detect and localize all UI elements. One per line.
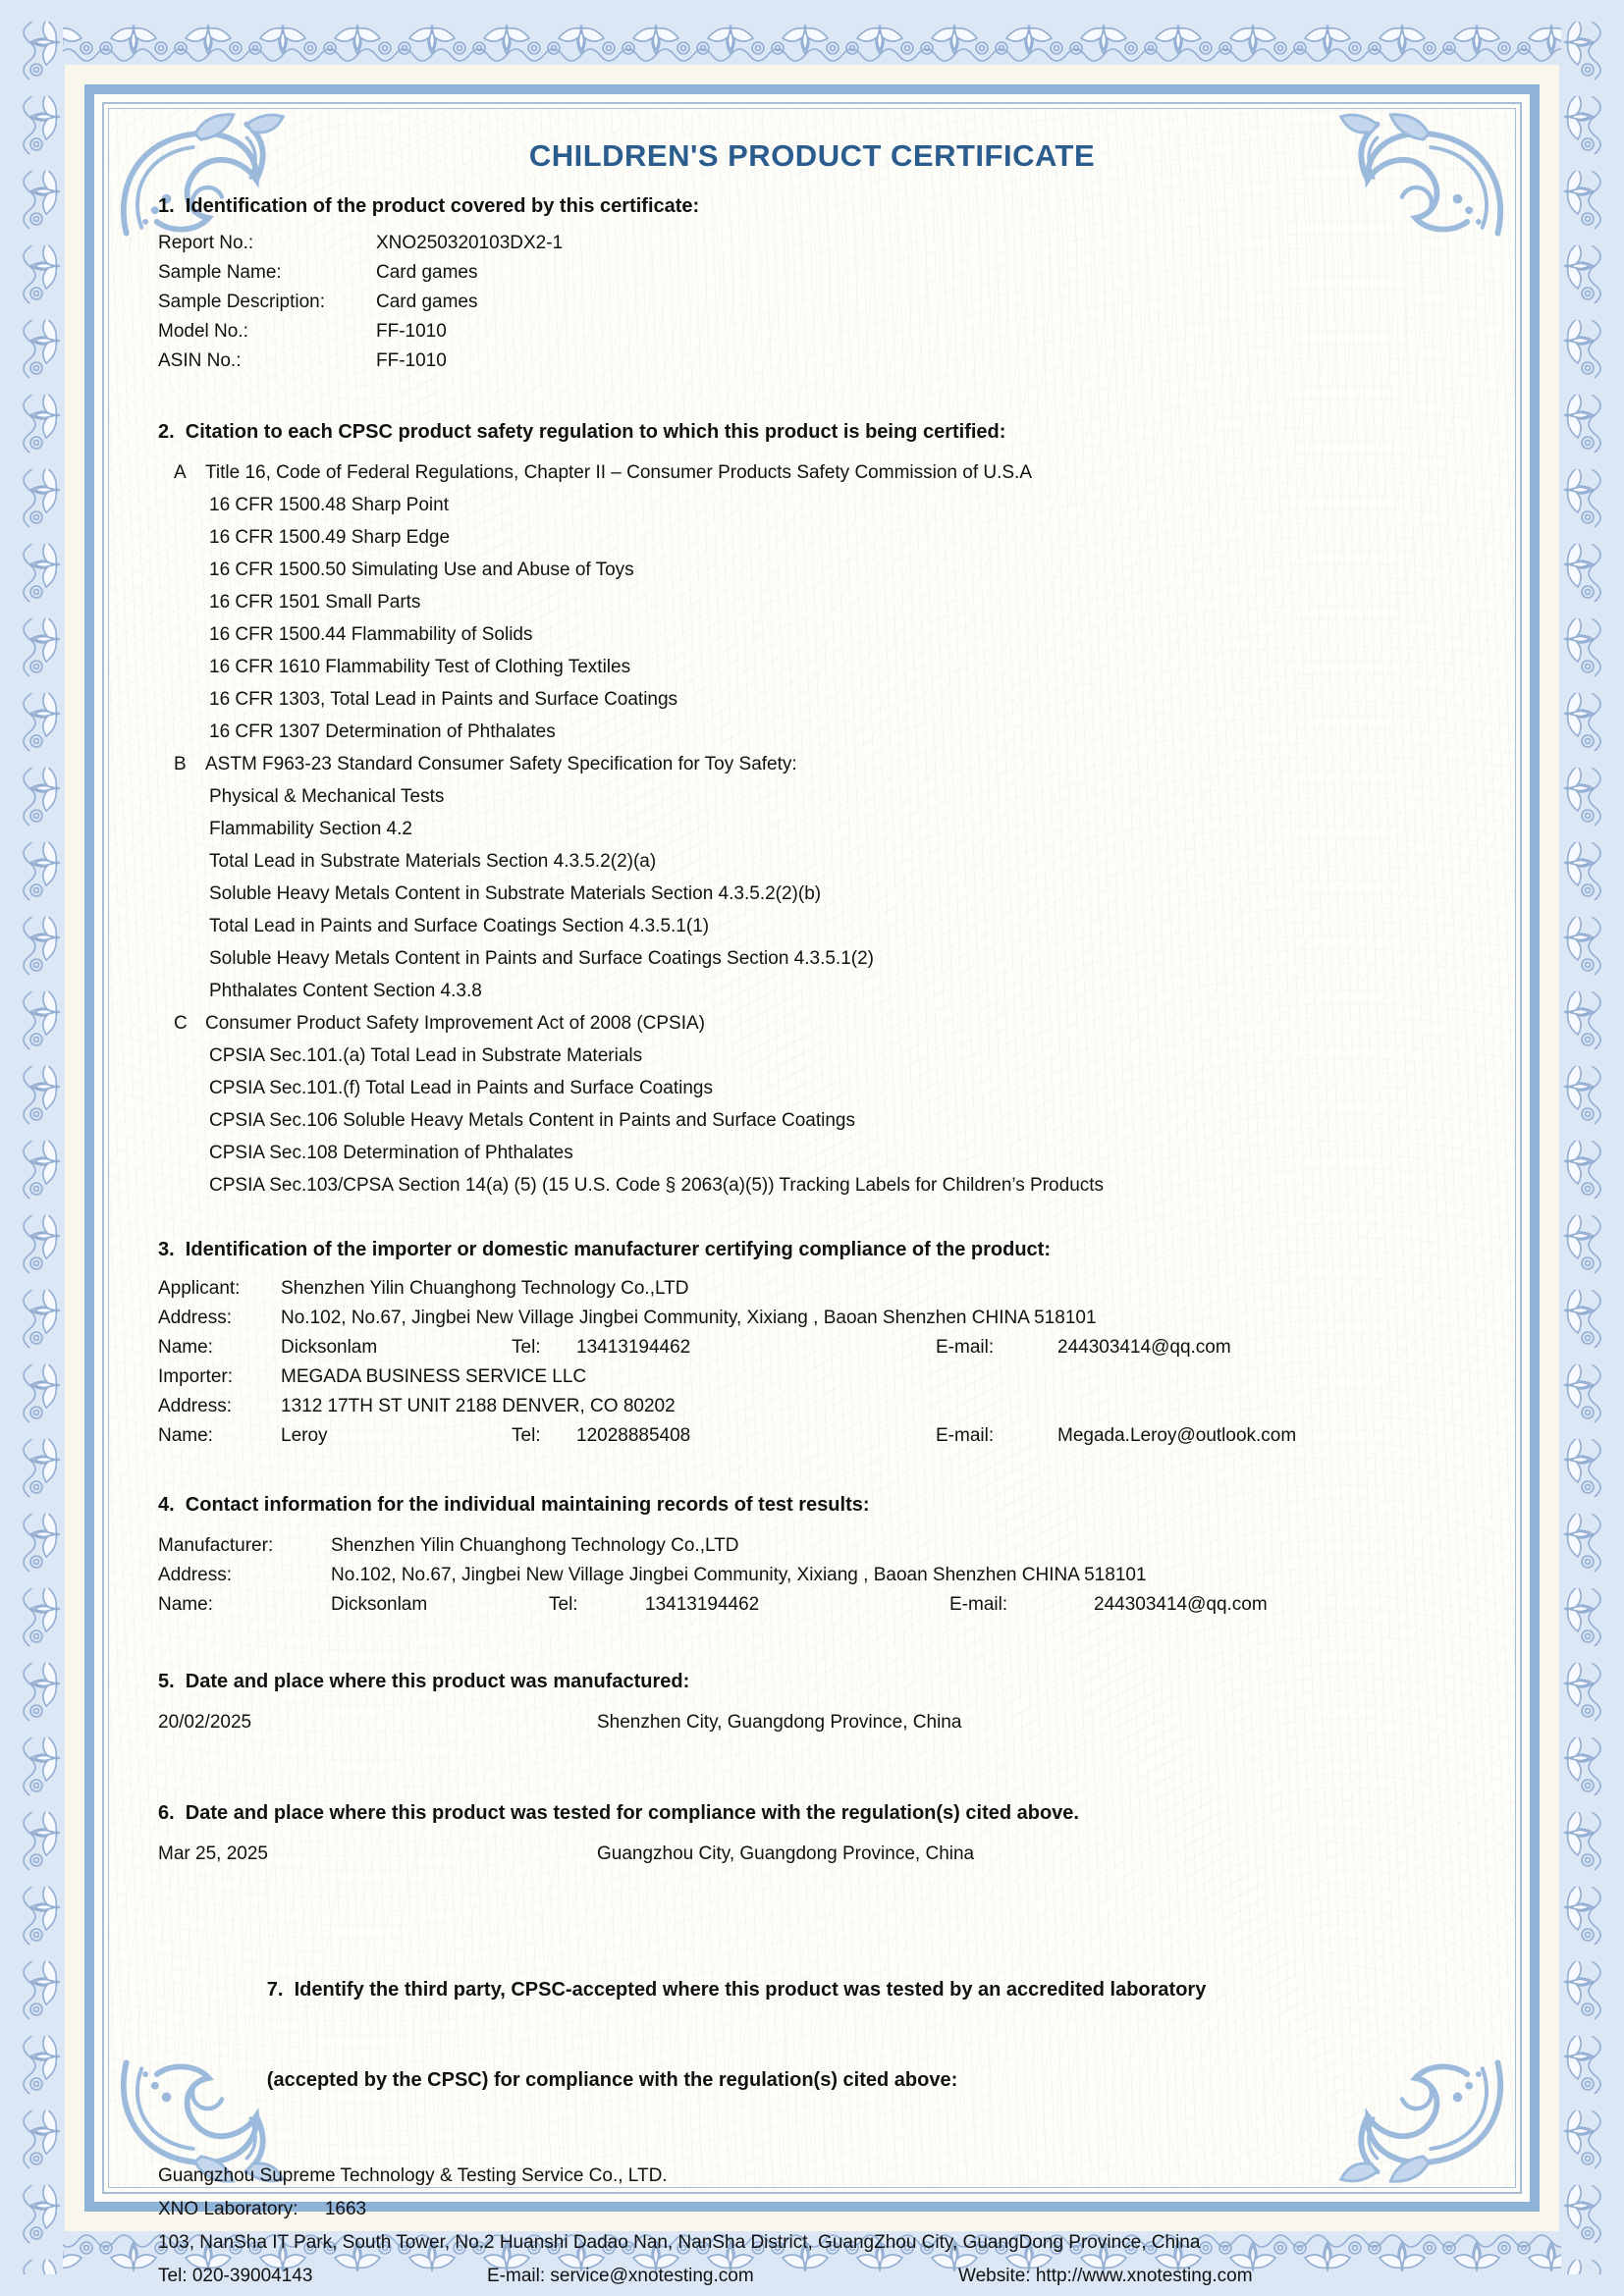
blue-frame [84,84,1540,2286]
field-label: Importer: [158,1366,234,1387]
field-row [158,1392,1466,1421]
field-row [158,258,1466,288]
field-value: No.102, No.67, Jingbei New Village Jingbei Community, Xixiang , Baoan Shenzhen CHINA 518101 [281,1308,1097,1328]
regulation-item: CPSIA Sec.106 Soluble Heavy Metals Content in Paints and Surface Coatings [209,1110,855,1131]
field-value: FF-1010 [376,321,447,342]
field-row [158,1531,1466,1561]
regulation-item: 16 CFR 1307 Determination of Phthalates [209,721,556,742]
field-value: XNO250320103DX2-1 [376,233,564,253]
field-label: Sample Description: [158,292,326,312]
tel-value: 12028885408 [576,1425,691,1446]
contact-row [158,1590,1466,1620]
field-row [158,347,1466,376]
name-value: Leroy [281,1425,328,1446]
regulation-item: CPSIA Sec.101.(f) Total Lead in Paints and Surface Coatings [209,1078,713,1098]
lab-website [958,2260,1466,2293]
field-row [158,229,1466,258]
name-value: Dicksonlam [331,1594,428,1615]
regulation-item: Flammability Section 4.2 [209,819,412,839]
manufacture-place: Shenzhen City, Guangdong Province, China [597,1712,962,1733]
name-label: Name: [158,1337,213,1358]
name-value: Dicksonlam [281,1337,378,1358]
regulation-item: CPSIA Sec.103/CPSA Section 14(a) (5) (15 U.S. Code § 2063(a)(5)) Tracking Labels for Children’s Products [209,1175,1105,1196]
regulation-item: 16 CFR 1501 Small Parts [209,592,421,613]
tel-label: Tel: [512,1337,541,1358]
certificate-content [109,109,1515,2286]
group-letter: B [174,754,187,774]
tel-value: 13413194462 [645,1594,760,1615]
regulation-item: 16 CFR 1500.50 Simulating Use and Abuse of Toys [209,560,634,580]
section-1-heading: 1. Identification of the product covered by this certificate: [158,195,700,217]
group-title: ASTM F963-23 Standard Consumer Safety Specification for Toy Safety: [205,754,797,774]
regulation-item: CPSIA Sec.101.(a) Total Lead in Substrate Materials [209,1045,643,1066]
regulation-item: 16 CFR 1610 Flammability Test of Clothing Textiles [209,657,631,677]
email-value: 244303414@qq.com [1094,1594,1268,1615]
section-6-heading: 6. Date and place where this product was tested for compliance with the regulation(s) cited above. [158,1802,1079,1824]
lab-number-row [158,2193,1466,2226]
lab-contact-row [158,2260,1466,2293]
field-row [158,1304,1466,1333]
date-place-row [158,1708,1466,1737]
regulation-item: Soluble Heavy Metals Content in Substrate Materials Section 4.3.5.2(2)(b) [209,883,822,904]
regulation-item: Total Lead in Substrate Materials Section 4.3.5.2(2)(a) [209,851,657,872]
group-heading [158,1007,1466,1040]
email-label: E-mail: [949,1594,1008,1615]
group-letter: C [174,1013,188,1034]
regulation-item: CPSIA Sec.108 Determination of Phthalates [209,1143,573,1163]
regulation-group-a [158,456,1466,748]
field-label: Applicant: [158,1278,241,1299]
website-value: http://www.xnotesting.com [1035,2266,1253,2286]
regulation-item: Phthalates Content Section 4.3.8 [209,981,482,1001]
regulation-item: 16 CFR 1303, Total Lead in Paints and Surface Coatings [209,689,678,710]
test-date: Mar 25, 2025 [158,1843,268,1864]
field-value: No.102, No.67, Jingbei New Village Jingbei Community, Xixiang , Baoan Shenzhen CHINA 518101 [331,1565,1147,1585]
group-heading [158,748,1466,780]
email-value: Megada.Leroy@outlook.com [1057,1425,1297,1446]
certificate-body [108,108,1516,2286]
regulation-item: Total Lead in Paints and Surface Coatings Section 4.3.5.1(1) [209,916,710,936]
manufacture-date: 20/02/2025 [158,1712,252,1733]
field-label: Address: [158,1396,232,1416]
page-title: CHILDREN'S PRODUCT CERTIFICATE [528,138,1096,173]
name-label: Name: [158,1425,213,1446]
section-3-heading: 3. Identification of the importer or domestic manufacturer certifying compliance of the product: [158,1239,1052,1260]
regulation-item: 16 CFR 1500.48 Sharp Point [209,495,449,515]
field-label: Model No.: [158,321,248,342]
regulation-item: 16 CFR 1500.44 Flammability of Solids [209,624,533,645]
section-2-heading: 2. Citation to each CPSC product safety regulation to which this product is being certified: [158,421,1006,443]
field-row [158,1274,1466,1304]
field-label: Sample Name: [158,262,282,283]
field-row [158,1561,1466,1590]
section-5-heading: 5. Date and place where this product was manufactured: [158,1671,690,1692]
field-label: ASIN No.: [158,350,242,371]
field-label: Address: [158,1565,232,1585]
lab-tel [158,2260,487,2293]
contact-row [158,1333,1466,1362]
email-label: E-mail: [936,1337,995,1358]
section-7-heading-line1: 7. Identify the third party, CPSC-accepted where this product was tested by an accredited laboratory [266,1979,1207,2001]
section-4-heading: 4. Contact information for the individual maintaining records of test results: [158,1494,870,1516]
tel-label: Tel: [158,2266,188,2286]
field-row [158,1362,1466,1392]
field-label: Manufacturer: [158,1535,274,1556]
regulation-group-b [158,748,1466,1007]
field-value: Shenzhen Yilin Chuanghong Technology Co.,LTD [281,1278,689,1299]
email-value: 244303414@qq.com [1057,1337,1231,1358]
lab-address: 103, NanSha IT Park, South Tower, No.2 Huanshi Dadao Nan, NanSha District, GuangZhou City, GuangDong Province, China [158,2232,1201,2253]
field-value: Card games [376,262,478,283]
lab-number-label: XNO Laboratory: [158,2199,298,2219]
group-title: Consumer Product Safety Improvement Act of 2008 (CPSIA) [205,1013,706,1034]
section-7-heading-line2: (accepted by the CPSC) for compliance with the regulation(s) cited above: [266,2069,958,2091]
contact-row [158,1421,1466,1451]
field-value: MEGADA BUSINESS SERVICE LLC [281,1366,587,1387]
section-7-heading [158,1922,1466,2148]
field-label: Report No.: [158,233,254,253]
regulation-item: 16 CFR 1500.49 Sharp Edge [209,527,451,548]
regulation-item: Soluble Heavy Metals Content in Paints and Surface Coatings Section 4.3.5.1(2) [209,948,874,969]
field-value: Shenzhen Yilin Chuanghong Technology Co.,LTD [331,1535,739,1556]
field-value: Card games [376,292,478,312]
date-place-row [158,1840,1466,1869]
email-label: E-mail: [487,2266,546,2286]
lace-border-right [1561,22,1602,2274]
field-row [158,288,1466,317]
name-label: Name: [158,1594,213,1615]
regulation-item: Physical & Mechanical Tests [209,786,445,807]
test-place: Guangzhou City, Guangdong Province, China [597,1843,975,1864]
lace-border-top [22,22,1602,63]
field-row [158,317,1466,347]
lab-number-value: 1663 [324,2199,367,2219]
website-label: Website: [958,2266,1031,2286]
tel-label: Tel: [549,1594,578,1615]
tel-value: 020-39004143 [191,2266,313,2286]
lab-company: Guangzhou Supreme Technology & Testing Service Co., LTD. [158,2165,668,2186]
group-heading [158,456,1466,489]
tel-label: Tel: [512,1425,541,1446]
field-value: 1312 17TH ST UNIT 2188 DENVER, CO 80202 [281,1396,676,1416]
field-label: Address: [158,1308,232,1328]
group-title: Title 16, Code of Federal Regulations, Chapter II – Consumer Products Safety Commission of U.S.A [205,462,1033,483]
field-value: FF-1010 [376,350,447,371]
email-label: E-mail: [936,1425,995,1446]
group-letter: A [174,462,187,483]
lace-border-left [22,22,63,2274]
lab-email [487,2260,958,2293]
tel-value: 13413194462 [576,1337,691,1358]
thin-frame [102,102,1522,2286]
email-value: service@xnotesting.com [550,2266,754,2286]
regulation-group-c [158,1007,1466,1201]
document-frame [65,65,1559,2286]
